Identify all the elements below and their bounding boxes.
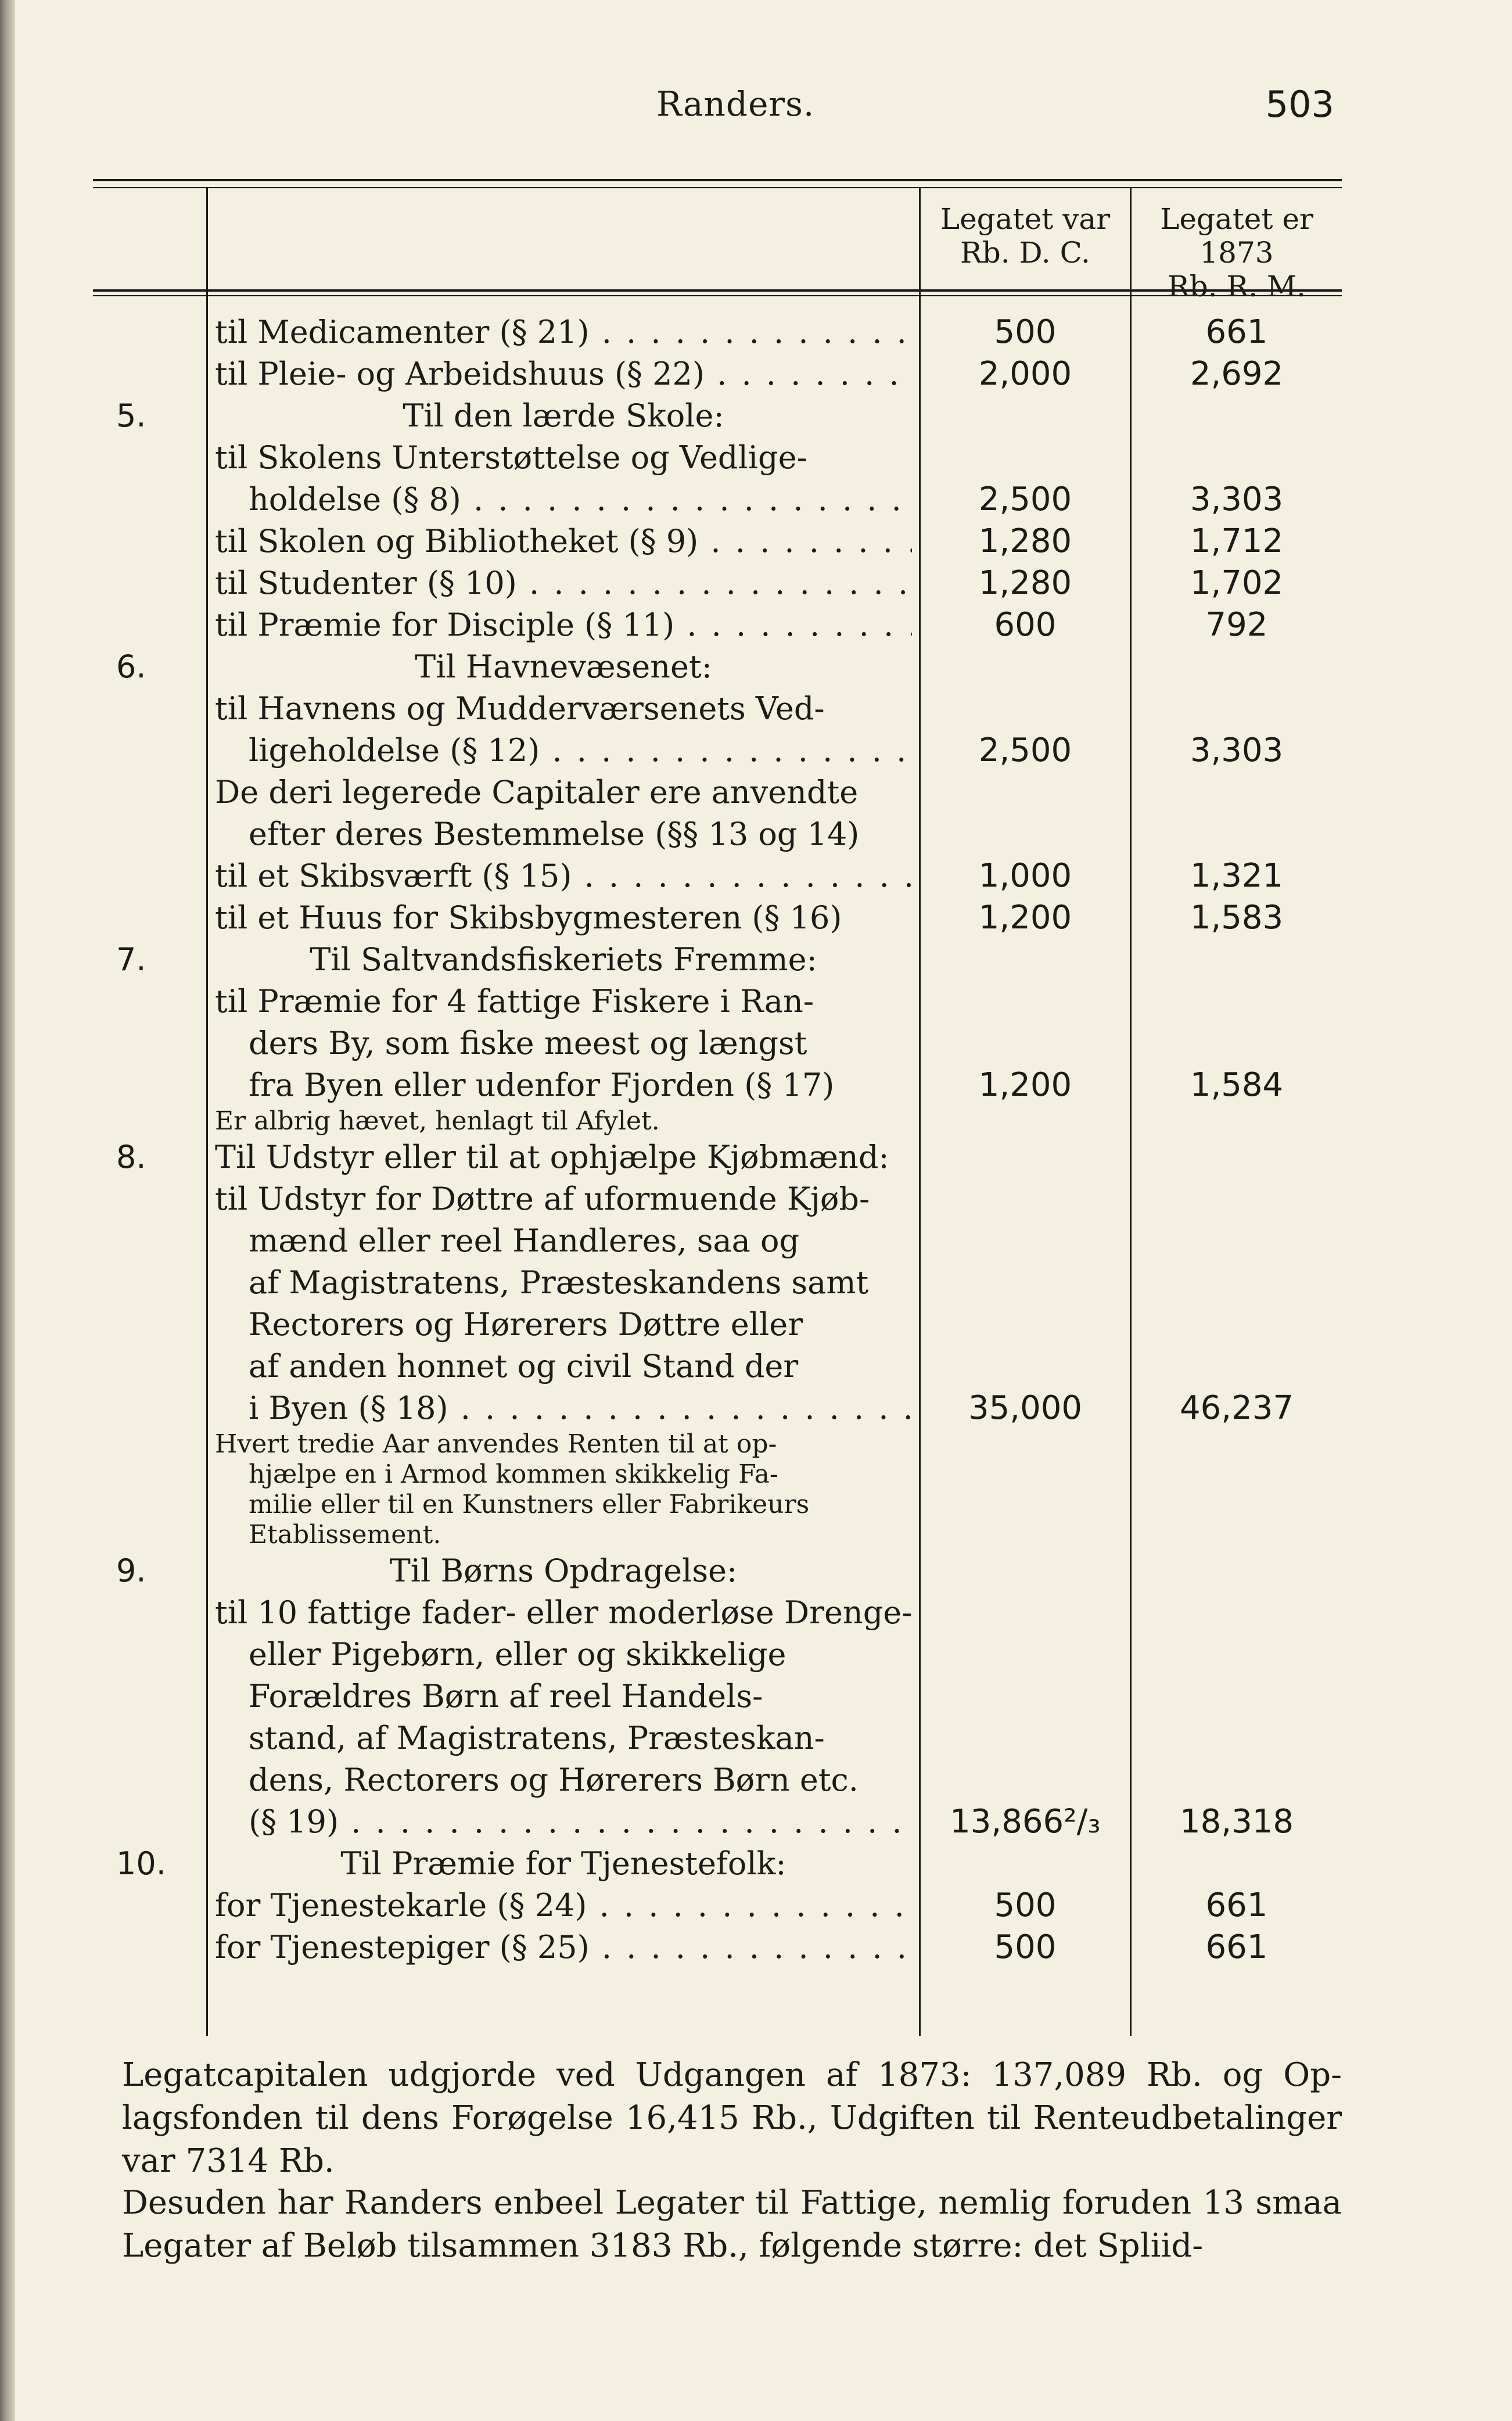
value-legatet-var: 1,280	[978, 522, 1072, 560]
table-top-rule-thin	[93, 187, 1342, 188]
row-text-line: for Tjenestekarle (§ 24) . . .	[215, 1885, 912, 1927]
row-number: 5.	[116, 397, 146, 434]
col-rule-mid	[919, 188, 921, 2036]
value-legatet-var: 35,000	[968, 1389, 1082, 1427]
row-text-line: til Medicamenter (§ 21) . . .	[215, 311, 912, 353]
value-legatet-var: 2,500	[978, 480, 1072, 518]
row-text-line: Til Udstyr eller til at ophjælpe Kjøbmænd:	[215, 1139, 889, 1175]
value-legatet-er-1873: 3,303	[1190, 480, 1284, 518]
row-text-line: i Byen (§ 18) . . .	[249, 1387, 912, 1429]
value-legatet-var: 500	[994, 1886, 1057, 1924]
value-legatet-var: 500	[994, 313, 1057, 351]
row-text-line: dens, Rectorers og Hørerers Børn etc.	[249, 1762, 859, 1798]
row-text-line: stand, af Magistratens, Præsteskan-	[249, 1720, 825, 1756]
row-text-line: Til den lærde Skole:	[403, 397, 724, 434]
paragraph-capital: Legatcapitalen udgjorde ved Udgangen af 1873: 137,089 Rb. og Op-lagsfonden til dens Forøgelse 16,415 Rb., Udgiften til Renteudbetalinger var 7314 Rb.	[122, 2056, 1342, 2180]
row-text-line: milie eller til en Kunstners eller Fabrikeurs	[249, 1490, 810, 1519]
page-header	[0, 78, 1512, 131]
value-legatet-var: 500	[994, 1928, 1057, 1966]
value-legatet-er-1873: 2,692	[1190, 355, 1284, 393]
column-header-legatet-var	[921, 202, 1130, 270]
value-legatet-var: 600	[994, 606, 1057, 644]
value-legatet-var: 13,866²/₃	[950, 1803, 1101, 1841]
row-text-line: til Havnens og Mudderværsenets Ved-	[215, 690, 825, 727]
page-number: 503	[1265, 83, 1334, 125]
row-text-line: af anden honnet og civil Stand der	[249, 1348, 799, 1385]
table-top-rule	[93, 179, 1342, 181]
row-text-line: ders By, som fiske meest og længst	[249, 1025, 807, 1061]
row-text-line: til et Huus for Skibsbygmesteren (§ 16)	[215, 899, 842, 936]
value-legatet-er-1873: 661	[1205, 1928, 1268, 1966]
value-legatet-var: 1,280	[978, 564, 1072, 602]
row-text-line: Hvert tredie Aar anvendes Renten til at op-	[215, 1429, 777, 1459]
row-text-line: ligeholdelse (§ 12) . . .	[249, 730, 912, 772]
column-header-title: Legatet er 1873	[1160, 202, 1313, 270]
row-text-line: mænd eller reel Handleres, saa og	[249, 1222, 800, 1259]
row-text-line: Forældres Børn af reel Handels-	[249, 1678, 763, 1715]
value-legatet-var: 1,200	[978, 899, 1072, 937]
col-rule-right	[1130, 188, 1132, 2036]
row-text-line: til Udstyr for Døttre af uformuende Kjøb-	[215, 1181, 870, 1217]
value-legatet-er-1873: 46,237	[1180, 1389, 1294, 1427]
value-legatet-er-1873: 1,583	[1190, 899, 1284, 937]
value-legatet-er-1873: 1,712	[1190, 522, 1284, 560]
row-text-line: til 10 fattige fader- eller moderløse Drenge-	[215, 1594, 913, 1631]
value-legatet-er-1873: 3,303	[1190, 731, 1284, 769]
row-number: 7.	[116, 941, 146, 978]
value-legatet-er-1873: 1,321	[1190, 857, 1284, 895]
value-legatet-var: 1,000	[978, 857, 1072, 895]
column-header-units: Rb. D. C.	[960, 236, 1090, 270]
value-legatet-var: 2,000	[978, 355, 1072, 393]
row-text-line: Til Børns Opdragelse:	[389, 1552, 738, 1589]
row-text-line: efter deres Bestemmelse (§§ 13 og 14)	[249, 816, 860, 852]
row-text-line: Rectorers og Hørerers Døttre eller	[249, 1306, 803, 1343]
row-text-line: eller Pigebørn, eller og skikkelige	[249, 1636, 786, 1673]
column-header-units: Rb. R. M.	[1168, 270, 1306, 303]
row-text-line: til Studenter (§ 10) . . .	[215, 562, 912, 604]
row-text-line: til Skolens Unterstøttelse og Vedlige-	[215, 439, 807, 476]
row-number: 8.	[116, 1139, 146, 1175]
value-legatet-er-1873: 661	[1205, 313, 1268, 351]
paragraph-legater: Desuden har Randers enbeel Legater til Fattige, nemlig foruden 13 smaa Legater af Beløb tilsammen 3183 Rb., følgende større: det Spliid-	[122, 2184, 1342, 2265]
col-rule-left	[206, 188, 208, 2036]
row-text-line: Til Præmie for Tjenestefolk:	[340, 1845, 786, 1882]
row-text-line: til Præmie for 4 fattige Fiskere i Ran-	[215, 983, 814, 1020]
row-text-line: hjælpe en i Armod kommen skikkelig Fa-	[249, 1459, 778, 1489]
legacy-table	[93, 179, 1342, 2038]
row-text-line: af Magistratens, Præsteskandens samt	[249, 1264, 869, 1301]
row-text-line: Er albrig hævet, henlagt til Afylet.	[215, 1106, 660, 1136]
row-number: 10.	[116, 1845, 166, 1882]
value-legatet-var: 1,200	[978, 1066, 1072, 1104]
value-legatet-var: 2,500	[978, 731, 1072, 769]
row-text-line: Etablissement.	[249, 1520, 441, 1550]
row-number: 6.	[116, 648, 146, 685]
row-text-line: til Pleie- og Arbeidshuus (§ 22) . . .	[215, 353, 912, 395]
row-text-line: for Tjenestepiger (§ 25) . . .	[215, 1927, 912, 1968]
row-text-line: Til Havnevæsenet:	[415, 648, 712, 685]
value-legatet-er-1873: 1,584	[1190, 1066, 1284, 1104]
row-text-line: (§ 19) . . .	[249, 1801, 912, 1843]
column-header-legatet-er-1873	[1132, 202, 1342, 303]
value-legatet-er-1873: 792	[1205, 606, 1268, 644]
row-text-line: fra Byen eller udenfor Fjorden (§ 17)	[249, 1067, 835, 1103]
row-text-line: til et Skibsværft (§ 15) . . .	[215, 855, 912, 897]
row-text-line: til Skolen og Bibliotheket (§ 9) . . .	[215, 521, 912, 562]
row-number: 9.	[116, 1552, 146, 1589]
row-text-line: Til Saltvandsfiskeriets Fremme:	[310, 941, 817, 978]
value-legatet-er-1873: 661	[1205, 1886, 1268, 1924]
value-legatet-er-1873: 1,702	[1190, 564, 1284, 602]
running-title: Randers.	[656, 84, 815, 124]
row-text-line: De deri legerede Capitaler ere anvendte	[215, 774, 859, 810]
row-text-line: til Præmie for Disciple (§ 11) . . .	[215, 604, 912, 646]
value-legatet-er-1873: 18,318	[1180, 1803, 1294, 1841]
page-edge-shadow	[0, 0, 15, 2421]
row-text-line: holdelse (§ 8) . . .	[249, 479, 912, 521]
column-header-title: Legatet var	[940, 202, 1111, 236]
